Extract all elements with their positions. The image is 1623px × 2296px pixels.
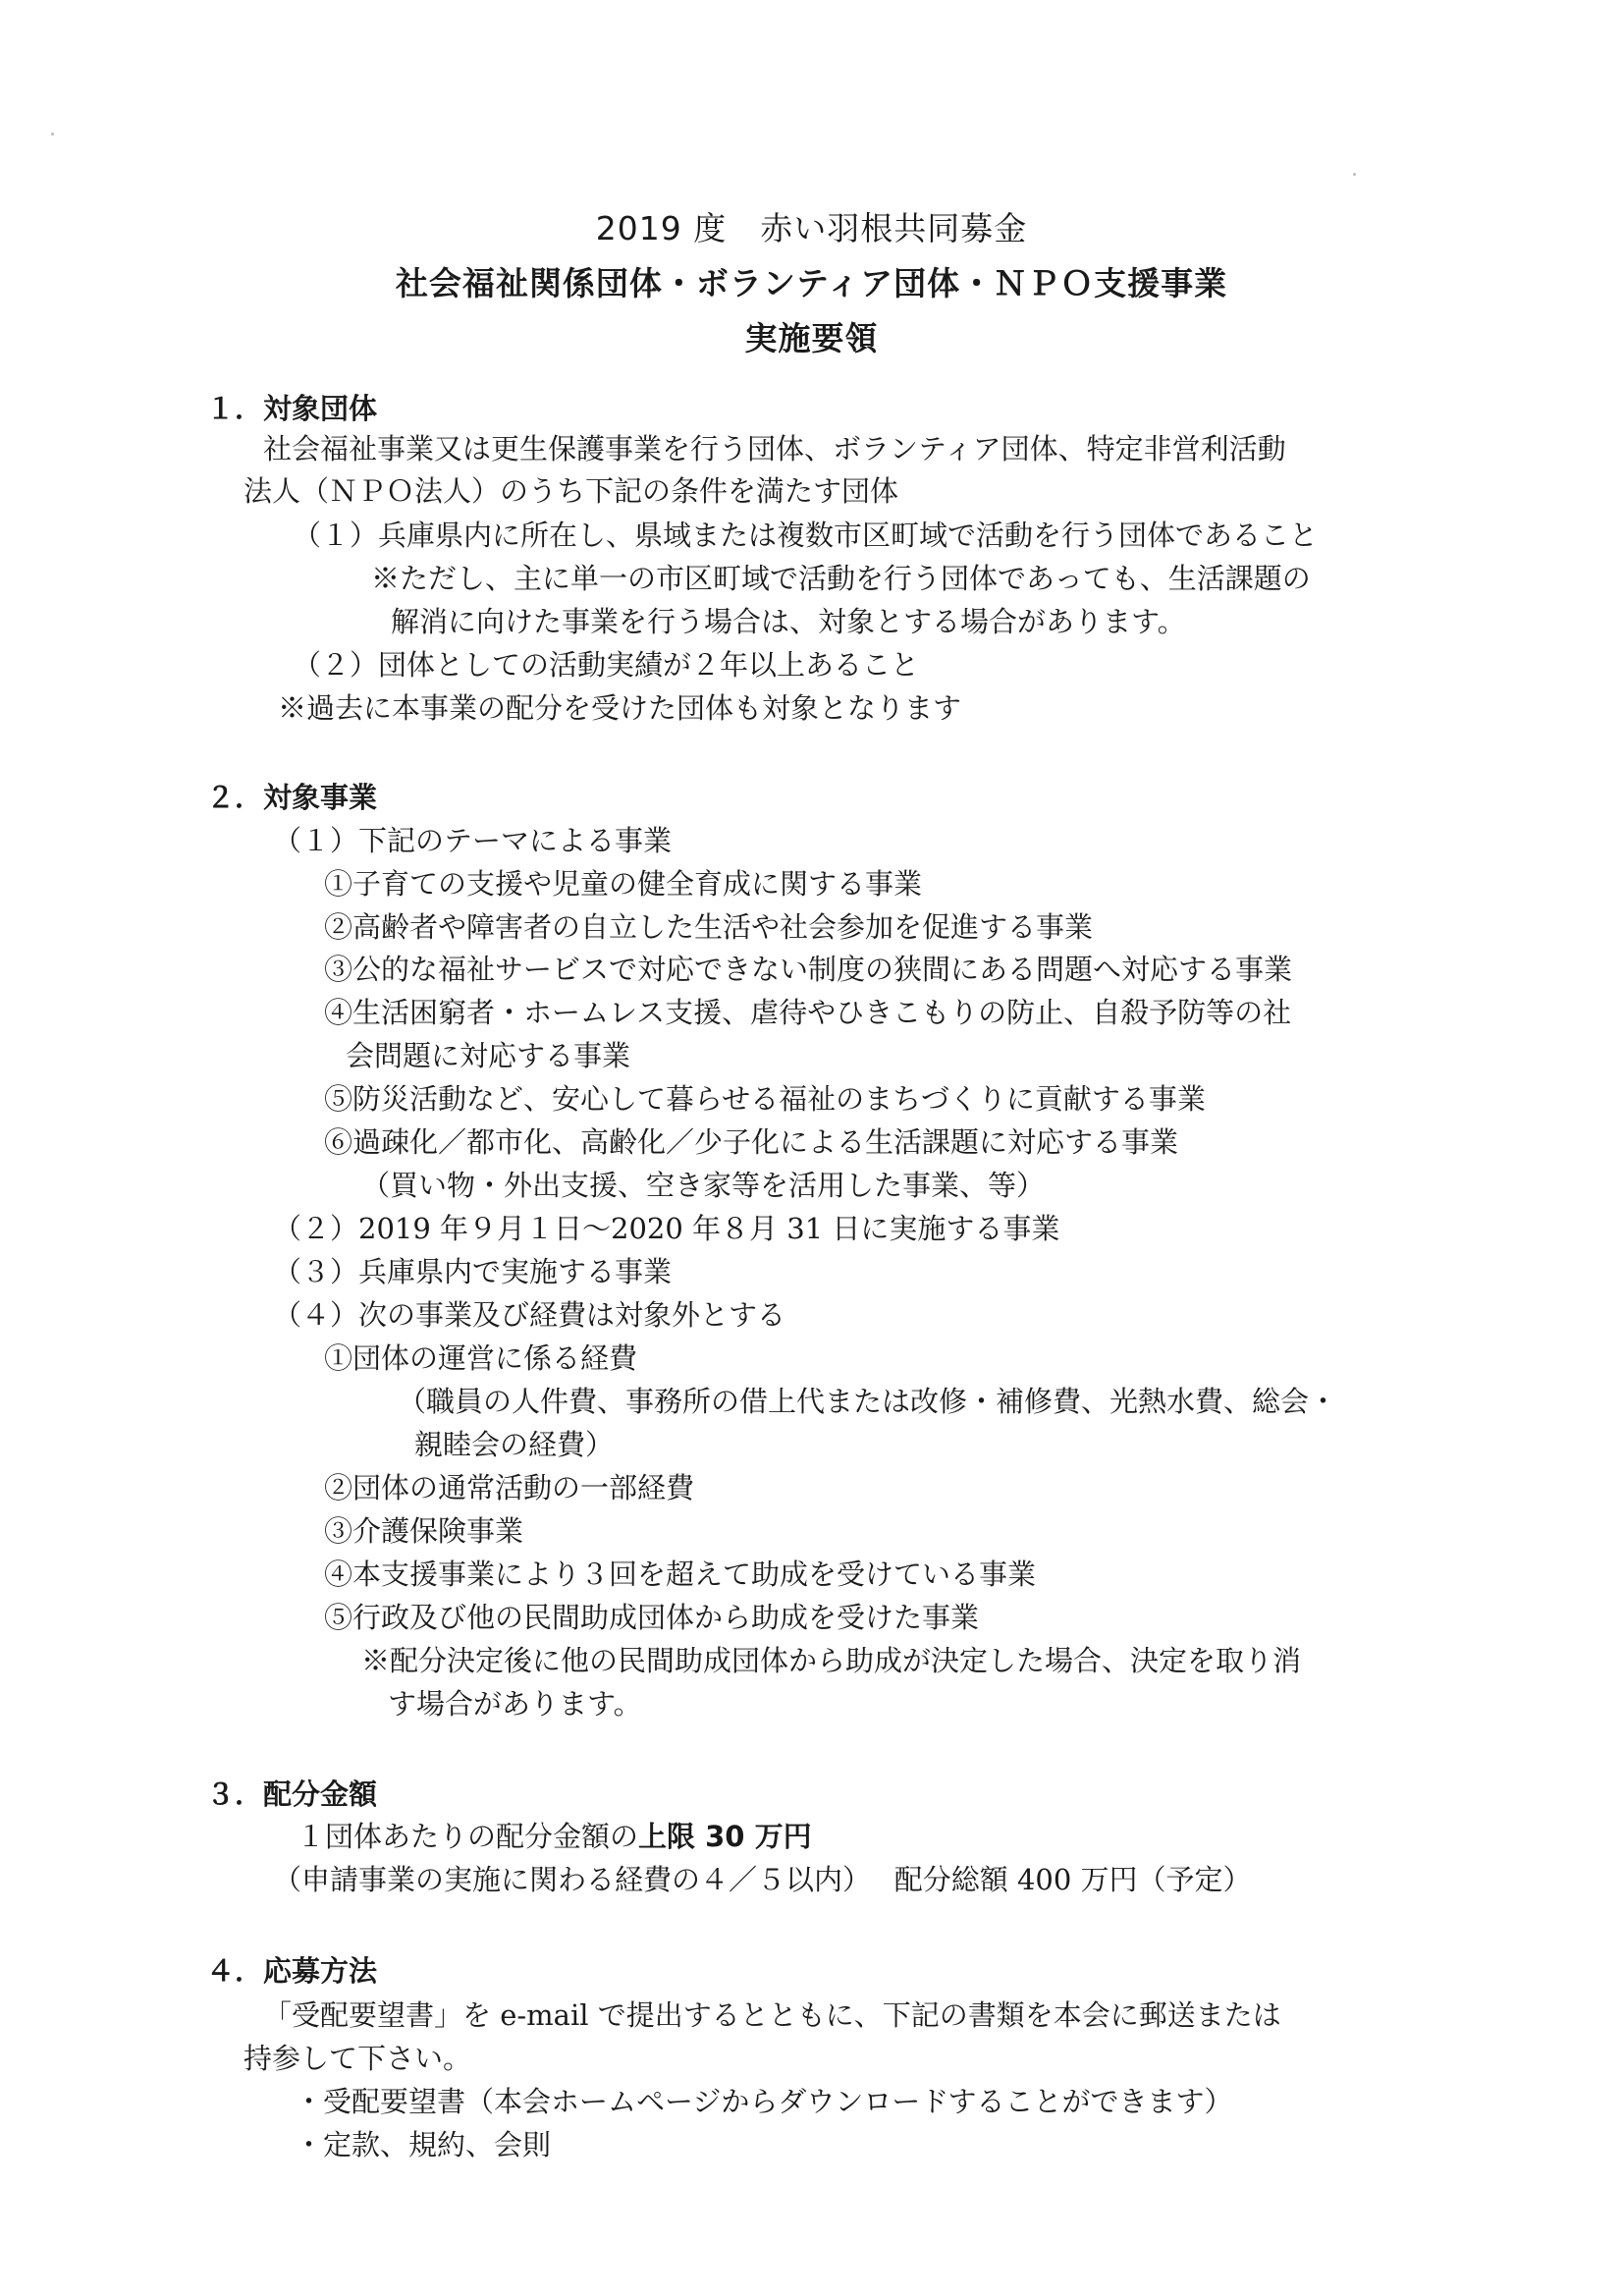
- note-line: ※ただし、主に単一の市区町域で活動を行う団体であっても、生活課題の: [371, 562, 1311, 595]
- section-heading: ２．対象事業: [206, 781, 378, 814]
- list-item: （２）2019 年９月１日～2020 年８月 31 日に実施する事業: [273, 1212, 1060, 1245]
- paragraph-line: 法人（ＮＰＯ法人）のうち下記の条件を満たす団体: [243, 474, 899, 508]
- document-title: [0, 201, 1623, 366]
- theme-item: ③公的な福祉サービスで対応できない制度の狭間にある問題へ対応する事業: [324, 953, 1293, 986]
- theme-item: ⑥過疎化／都市化、高齢化／少子化による生活課題に対応する事業: [324, 1125, 1179, 1159]
- bullet-item: ・定款、規約、会則: [295, 2128, 552, 2161]
- scan-speck: [51, 133, 54, 136]
- note-line: ※過去に本事業の配分を受けた団体も対象となります: [278, 691, 962, 725]
- exclusion-detail: 親睦会の経費）: [414, 1428, 615, 1461]
- exclusion-item: ④本支援事業により３回を超えて助成を受けている事業: [324, 1558, 1037, 1591]
- section-heading: ３．配分金額: [206, 1777, 378, 1811]
- list-item: （４）次の事業及び経費は対象外とする: [273, 1298, 786, 1332]
- list-item: （１）兵庫県内に所在し、県域または複数市区町域で活動を行う団体であること: [293, 519, 1319, 552]
- list-item: （３）兵庫県内で実施する事業: [273, 1255, 673, 1288]
- note-line: す場合があります。: [388, 1687, 642, 1721]
- theme-item: ④生活困窮者・ホームレス支援、虐待やひきこもりの防止、自殺予防等の社: [324, 996, 1292, 1029]
- exclusion-item: ⑤行政及び他の民間助成団体から助成を受けた事業: [324, 1601, 980, 1634]
- exclusion-item: ③介護保険事業: [324, 1514, 524, 1548]
- note-line: 解消に向けた事業を行う場合は、対象とする場合があります。: [391, 605, 1186, 638]
- title-line-2: 社会福祉関係団体・ボランティア団体・ＮＰＯ支援事業: [395, 264, 1228, 302]
- theme-item: （買い物・外出支援、空き家等を活用した事業、等）: [361, 1169, 1046, 1202]
- amount-line: [297, 1815, 812, 1858]
- theme-item: ①子育ての支援や児童の健全育成に関する事業: [324, 867, 923, 901]
- section-heading: １．対象団体: [206, 392, 378, 425]
- section-heading: ４．応募方法: [206, 1954, 378, 1988]
- paragraph-line: 「受配要望書」を e-mail で提出するとともに、下記の書類を本会に郵送または: [263, 1998, 1281, 2032]
- list-item: （１）下記のテーマによる事業: [273, 824, 673, 857]
- exclusion-item: ①団体の運営に係る経費: [324, 1341, 638, 1375]
- amount-detail: （申請事業の実施に関わる経費の４／５以内） 配分総額 400 万円（予定）: [273, 1863, 1252, 1896]
- title-line-1: 2019 度 赤い羽根共同募金: [595, 209, 1028, 247]
- theme-item: 会問題に対応する事業: [346, 1039, 631, 1072]
- list-item: （２）団体としての活動実績が２年以上あること: [293, 648, 920, 682]
- note-line: ※配分決定後に他の民間助成団体から助成が決定した場合、決定を取り消: [361, 1644, 1302, 1677]
- exclusion-item: ②団体の通常活動の一部経費: [324, 1471, 695, 1504]
- theme-item: ②高齢者や障害者の自立した生活や社会参加を促進する事業: [324, 910, 1094, 944]
- theme-item: ⑤防災活動など、安心して暮らせる福祉のまちづくりに貢献する事業: [324, 1082, 1206, 1116]
- paragraph-line: 社会福祉事業又は更生保護事業を行う団体、ボランティア団体、特定非営利活動: [263, 432, 1286, 465]
- exclusion-detail: （職員の人件費、事務所の借上代または改修・補修費、光熱水費、総会・: [398, 1385, 1338, 1418]
- scan-speck: [1353, 173, 1356, 176]
- bullet-item: ・受配要望書（本会ホームページからダウンロードすることができます）: [295, 2085, 1233, 2118]
- title-line-3: 実施要領: [744, 319, 879, 357]
- paragraph-line: 持参して下さい。: [243, 2042, 472, 2075]
- amount-cap: 上限 30 万円: [638, 1820, 812, 1853]
- amount-text: １団体あたりの配分金額の: [297, 1820, 639, 1853]
